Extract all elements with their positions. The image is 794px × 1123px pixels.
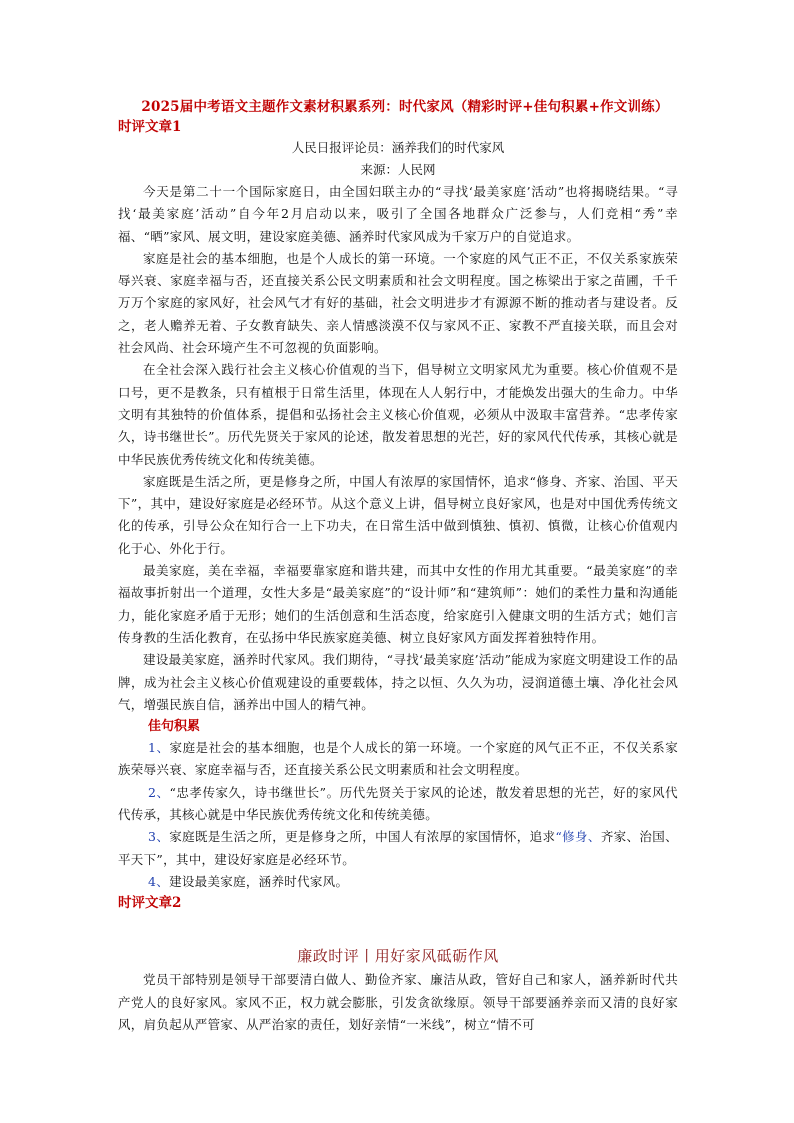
jiaju-item-text: 家庭是社会的基本细胞，也是个人成长的第一环境。一个家庭的风气正不正，不仅关系家族荣辱兴衰、家庭幸福与否，还直接关系公民文明素质和社会文明程度。 <box>118 740 678 778</box>
jiaju-item-number: 4、 <box>148 873 170 889</box>
section-heading-article-1: 时评文章1 <box>118 119 182 135</box>
article-1-source: 来源：人民网 <box>360 162 436 177</box>
jiaju-item <box>118 782 678 827</box>
jiaju-item <box>118 871 678 893</box>
jiaju-item <box>118 737 678 782</box>
jiaju-item-number: 1、 <box>148 740 170 756</box>
article-1-paragraph: 今天是第二十一个国际家庭日，由全国妇联主办的“寻找‘最美家庭’活动”也将揭晓结果。“寻找‘最美家庭’活动”自今年2月启动以来，吸引了全国各地群众广泛参与，人们竞相“秀”幸福、“晒”家风、展文明，建设家庭美德、涵养时代家风成为千家万户的自觉追求。 <box>118 184 678 244</box>
article-1-paragraph: 家庭既是生活之所，更是修身之所，中国人有浓厚的家国情怀，追求“修身、齐家、治国、平天下”，其中，建设好家庭是必经环节。从这个意义上讲，倡导树立良好家风，也是对中国优秀传统文化的传承，引导公众在知行合一上下功夫，在日常生活中做到慎独、慎初、慎微，让核心价值观内化于心、外化于行。 <box>118 473 678 556</box>
jiaju-item-highlight: “修身、 <box>555 829 601 845</box>
article-2-paragraph: 党员干部特别是领导干部要清白做人、勤俭齐家、廉洁从政，管好自己和家人，涵养新时代共产党人的良好家风。家风不正，权力就会膨胀，引发贪欲缘原。领导干部要涵养亲而又清的良好家风，肩负起从严管家、从严治家的责任，划好亲情“一米线”，树立“情不可 <box>118 972 678 1032</box>
jiaju-item <box>118 826 678 871</box>
article-1-paragraph: 建设最美家庭，涵养时代家风。我们期待，“寻找‘最美家庭’活动”能成为家庭文明建设工作的品牌，成为社会主义核心价值观建设的重要载体，持之以恒、久久为功，浸润道德土壤、净化社会风气，增强民族自信，涵养出中国人的精气神。 <box>118 652 678 712</box>
section-heading-article-2: 时评文章2 <box>118 895 182 912</box>
jiaju-item-text: 建设最美家庭，涵养时代家风。 <box>169 873 349 889</box>
article-1-paragraph: 在全社会深入践行社会主义核心价值观的当下，倡导树立文明家风尤为重要。核心价值观不是口号，更不是教条，只有植根于日常生活里，体现在人人躬行中，才能焕发出强大的生命力。中华文明有其独特的价值体系，提倡和弘扬社会主义核心价值观，必须从中汲取丰富营养。“忠孝传家久，诗书继世长”。历代先贤关于家风的论述，散发着思想的光芒，好的家风代代传承，其核心就是中华民族优秀传统文化和传统美德。 <box>118 362 678 467</box>
jiaju-item-number: 3、 <box>148 829 170 845</box>
document-page <box>118 97 678 1036</box>
jiaju-item-number: 2、 <box>148 784 170 800</box>
jiaju-item-text: 家庭既是生活之所，更是修身之所，中国人有浓厚的家国情怀，追求 <box>169 829 556 845</box>
article-1-title: 人民日报评论员：涵养我们的时代家风 <box>291 140 505 155</box>
jiaju-item-text: “忠孝传家久，诗书继世长”。历代先贤关于家风的论述，散发着思想的光芒，好的家风代代传承，其核心就是中华民族优秀传统文化和传统美德。 <box>118 784 678 823</box>
jiaju-heading: 佳句积累 <box>148 719 201 735</box>
article-2-title: 廉政时评丨用好家风砥砺作风 <box>297 947 499 966</box>
jiaju-item-text: 齐家、治国、平天下”，其中，建设好家庭是必经环节。 <box>118 829 678 867</box>
article-1-paragraph: 家庭是社会的基本细胞，也是个人成长的第一环境。一个家庭的风气正不正，不仅关系家族荣辱兴衰、家庭幸福与否，还直接关系公民文明素质和社会文明程度。国之栋梁出于家之苗圃，千千万万个家庭的家风好，社会风气才有好的基础，社会文明进步才有源源不断的推动者与建设者。反之，老人赡养无着、子女教育缺失、亲人情感淡漠不仅与家风不正、家教不严直接关联，而且会对社会风尚、社会环境产生不可忽视的负面影响。 <box>118 250 678 356</box>
spacer <box>118 913 678 943</box>
article-1-paragraph: 最美家庭，美在幸福，幸福要靠家庭和谐共建，而其中女性的作用尤其重要。“最美家庭”的幸福故事折射出一个道理，女性大多是“最美家庭”的“设计师”和“建筑师”：她们的柔性力量和沟通能力，能化家庭矛盾于无形；她们的生活创意和生活态度，给家庭引入健康文明的生活方式；她们言传身教的生活化教育，在弘扬中华民族家庭美德、树立良好家风方面发挥着独特作用。 <box>118 563 678 645</box>
document-title: 2025届中考语文主题作文素材积累系列：时代家风（精彩时评+佳句积累+作文训练） <box>141 99 669 115</box>
